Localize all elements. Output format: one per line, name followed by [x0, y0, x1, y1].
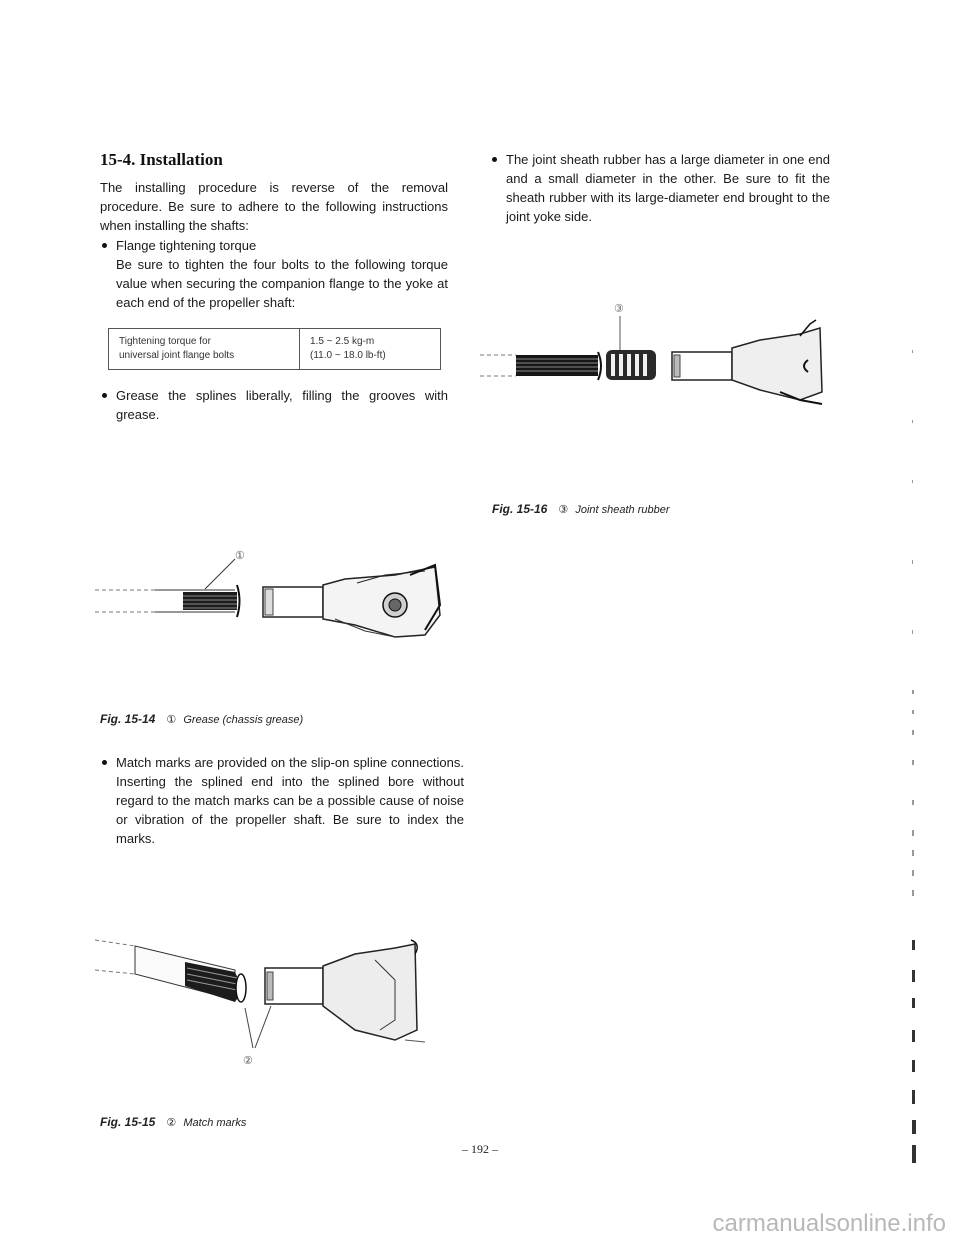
fig14-callout-mark: ①: [235, 550, 245, 562]
torque-value-cell: [300, 329, 441, 370]
fig15-label: Fig. 15-15: [100, 1115, 156, 1129]
torque-value-line1: 1.5 ~ 2.5 kg-m: [310, 336, 375, 347]
section-title: 15-4. Installation: [100, 150, 223, 169]
fig-15-16-illustration: [480, 300, 840, 415]
match-marks-bullet: Match marks are provided on the slip-on spline connections. Inserting the splined end into the splined bore without regard to the match marks can be a possible cause of noise or vibration of the propeller shaft. Be sure to index the marks.: [100, 753, 464, 848]
intro-paragraph: The installing procedure is reverse of the removal procedure. Be sure to adhere to the following instructions when installing the shafts:: [100, 180, 448, 233]
watermark: carmanualsonline.info: [712, 1210, 946, 1237]
flange-torque-text: Be sure to tighten the four bolts to the following torque value when securing the companion flange to the yoke at each end of the propeller shaft:: [116, 257, 448, 310]
grease-bullet: Grease the splines liberally, filling the grooves with grease.: [100, 386, 448, 424]
torque-value-line2: (11.0 ~ 18.0 lb-ft): [310, 350, 386, 361]
fig15-callout: ②: [166, 1117, 177, 1129]
fig16-caption-text: Joint sheath rubber: [575, 504, 670, 516]
torque-label-line2: universal joint flange bolts: [119, 350, 235, 361]
fig-15-14-caption: [100, 712, 303, 726]
fig14-caption-text: Grease (chassis grease): [183, 714, 304, 726]
spline-shaft: [516, 352, 601, 380]
fig15-callout-mark: ②: [243, 1055, 253, 1067]
fig14-label: Fig. 15-14: [100, 712, 156, 726]
flange-torque-bullet: Flange tightening torque: [100, 236, 448, 255]
left-column: [100, 150, 448, 424]
right-column: [490, 150, 830, 226]
fig15-caption-text: Match marks: [183, 1117, 247, 1129]
page-number: – 192 –: [462, 1142, 498, 1156]
joint-sheath-rubber: [606, 350, 656, 380]
spline-end: [183, 592, 237, 610]
sheath-rubber-bullet: The joint sheath rubber has a large diameter in one end and a small diameter in the other. Be sure to fit the sheath rubber with its large-diameter end brought to the joint yoke side.: [490, 150, 830, 226]
torque-label-line1: Tightening torque for: [119, 336, 211, 347]
torque-table: [108, 328, 441, 370]
fig-15-15-illustration: [95, 930, 455, 1070]
slip-yoke: [263, 565, 440, 637]
fig-15-15-caption: [100, 1115, 246, 1129]
fig16-callout-mark: ③: [614, 303, 624, 315]
torque-label-cell: [109, 329, 300, 370]
fig-15-16-caption: [492, 502, 670, 516]
fig16-label: Fig. 15-16: [492, 502, 548, 516]
scan-edge-marks: [900, 330, 924, 1170]
fig14-callout: ①: [166, 714, 177, 726]
joint-yoke: [672, 320, 822, 404]
fig16-callout: ③: [558, 504, 569, 516]
slip-yoke-sleeve: [265, 940, 425, 1042]
fig-15-14-illustration: [95, 545, 455, 660]
